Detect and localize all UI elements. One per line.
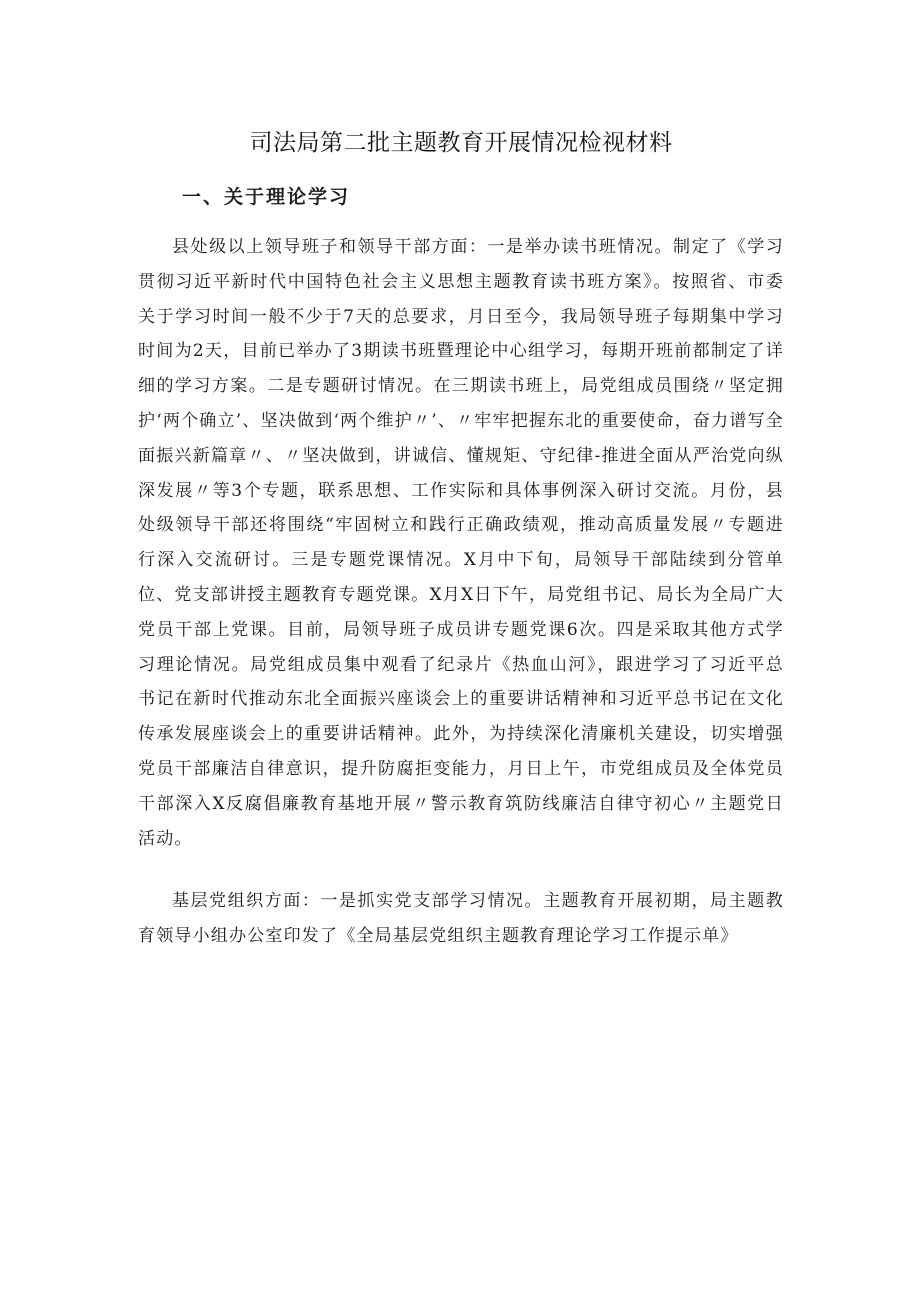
document-title: 司法局第二批主题教育开展情况检视材料: [249, 130, 673, 156]
section-heading: 一、关于理论学习: [182, 186, 351, 208]
body-paragraph-leadership: 县处级以上领导班子和领导干部方面：一是举办读书班情况。制定了《学习贯彻习近平新时代中国特色社会主义思想主题教育读书班方案》。按照省、市委关于学习时间一般不少于7天的总要求，月日至今，我局领导班子每期集中学习时间为2天，目前已举办了3期读书班暨理论中心组学习，每期开班前都制定了详细的学习方案。二是专题研讨情况。在三期读书班上，局党组成员围绕〃坚定拥护‘两个确立’、坚决做到‘两个维护〃’、〃牢牢把握东北的重要使命，奋力谱写全面振兴新篇章〃、〃坚决做到，讲诚信、懂规矩、守纪律-推进全面从严治党向纵深发展〃等3个专题，联系思想、工作实际和具体事例深入研讨交流。月份，县处级领导干部还将围绕“牢固树立和践行正确政绩观，推动高质量发展〃专题进行深入交流研讨。三是专题党课情况。X月中下旬，局领导干部陆续到分管单位、党支部讲授主题教育专题党课。X月X日下午，局党组书记、局长为全局广大党员干部上党课。目前，局领导班子成员讲专题党课6次。四是采取其他方式学习理论情况。局党组成员集中观看了纪录片《热血山河》，跟进学习了习近平总书记在新时代推动东北全面振兴座谈会上的重要讲话精神和习近平总书记在文化传承发展座谈会上的重要讲话精神。此外，为持续深化清廉机关建设，切实增强党员干部廉洁自律意识，提升防腐拒变能力，月日上午，市党组成员及全体党员干部深入X反腐倡廉教育基地开展〃警示教育筑防线廉洁自律守初心〃主题党日活动。: [138, 237, 784, 849]
body-paragraph-grassroots: 基层党组织方面：一是抓实党支部学习情况。主题教育开展初期，局主题教育领导小组办公室印发了《全局基层党组织主题教育理论学习工作提示单》: [138, 891, 784, 947]
